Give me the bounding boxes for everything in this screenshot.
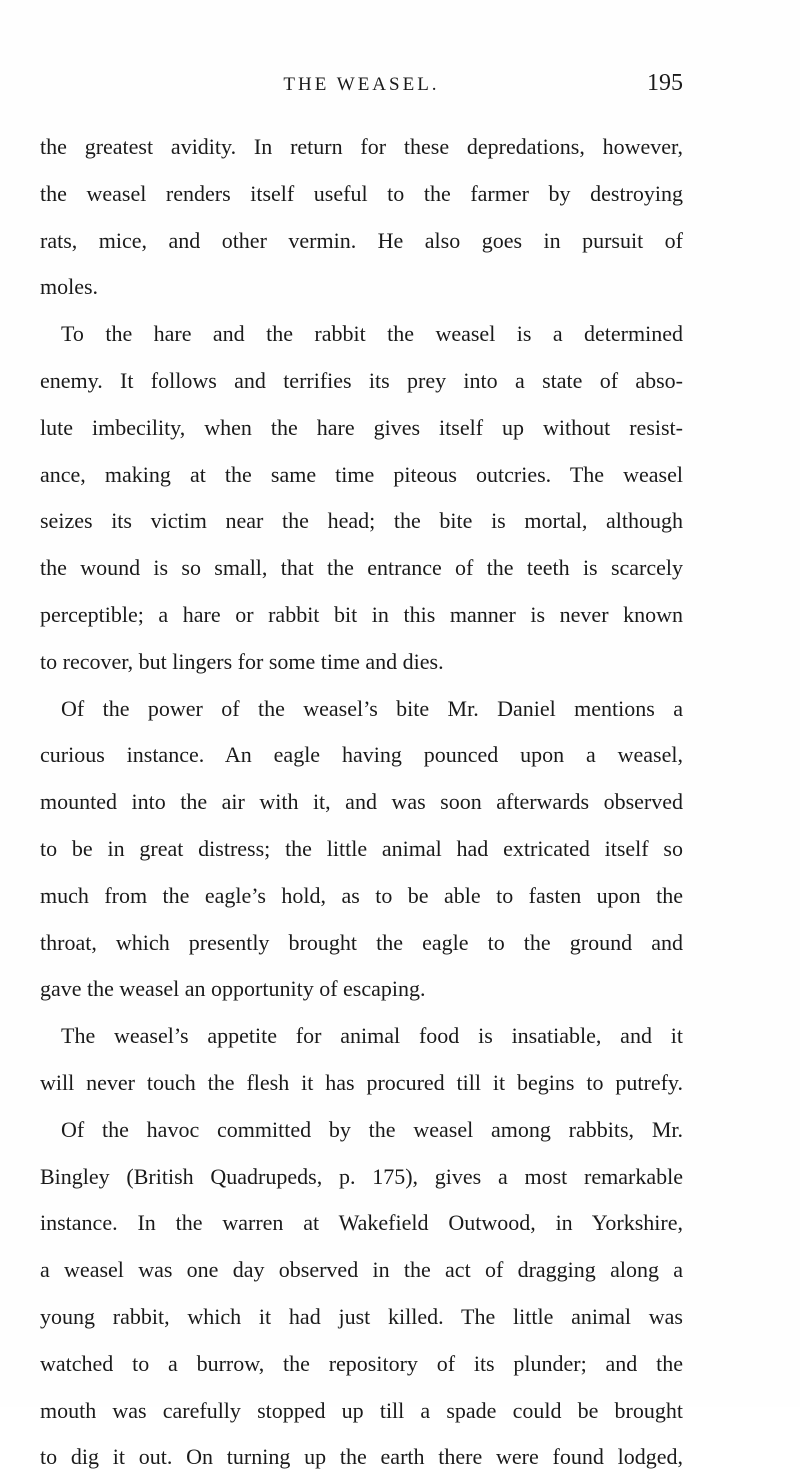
text-line: enemy. It follows and terrifies its prey into a state of abso- — [40, 367, 683, 393]
text-line: to be in great distress; the little animal had extricated itself so — [40, 835, 683, 861]
text-line: gave the weasel an opportunity of escaping. — [40, 976, 426, 1002]
text-line: rats, mice, and other vermin. He also goes in pursuit of — [40, 227, 683, 253]
text-line: curious instance. An eagle having pounced upon a weasel, — [40, 742, 683, 768]
text-line: lute imbecility, when the hare gives itself up without resist- — [40, 414, 683, 440]
text-line: mounted into the air with it, and was soon afterwards observed — [40, 789, 683, 815]
text-line: throat, which presently brought the eagle to the ground and — [40, 929, 683, 955]
text-line: Bingley (British Quadrupeds, p. 175), gives a most remarkable — [40, 1163, 683, 1189]
text-line: a weasel was one day observed in the act of dragging along a — [40, 1257, 683, 1283]
text-line: Of the havoc committed by the weasel among rabbits, Mr. — [61, 1116, 683, 1142]
text-line: much from the eagle’s hold, as to be able to fasten upon the — [40, 882, 683, 908]
text-line: Of the power of the weasel’s bite Mr. Daniel mentions a — [61, 695, 683, 721]
text-line: watched to a burrow, the repository of its plunder; and the — [40, 1350, 683, 1376]
page-number: 195 — [647, 70, 683, 96]
body-text — [40, 124, 683, 1481]
text-line: seizes its victim near the head; the bite is mortal, although — [40, 508, 683, 534]
running-title: THE WEASEL. — [283, 74, 440, 95]
text-line: to dig it out. On turning up the earth there were found lodged, — [40, 1444, 683, 1470]
running-head — [40, 70, 683, 100]
text-line: the greatest avidity. In return for these depredations, however, — [40, 134, 683, 159]
text-line: the wound is so small, that the entrance of the teeth is scarcely — [40, 555, 683, 581]
text-line: the weasel renders itself useful to the farmer by destroying — [40, 180, 683, 206]
text-line: mouth was carefully stopped up till a spade could be brought — [40, 1397, 683, 1423]
text-line: To the hare and the rabbit the weasel is a determined — [61, 321, 683, 347]
text-line: to recover, but lingers for some time and dies. — [40, 648, 444, 674]
text-line: The weasel’s appetite for animal food is insatiable, and it — [61, 1023, 683, 1049]
text-line: perceptible; a hare or rabbit bit in this manner is never known — [40, 601, 683, 627]
text-line: young rabbit, which it had just killed. The little animal was — [40, 1303, 683, 1329]
text-line: will never touch the flesh it has procured till it begins to putrefy. — [40, 1069, 683, 1095]
text-line: ance, making at the same time piteous outcries. The weasel — [40, 461, 683, 487]
text-line: instance. In the warren at Wakefield Outwood, in Yorkshire, — [40, 1210, 683, 1236]
text-line: moles. — [40, 274, 99, 300]
